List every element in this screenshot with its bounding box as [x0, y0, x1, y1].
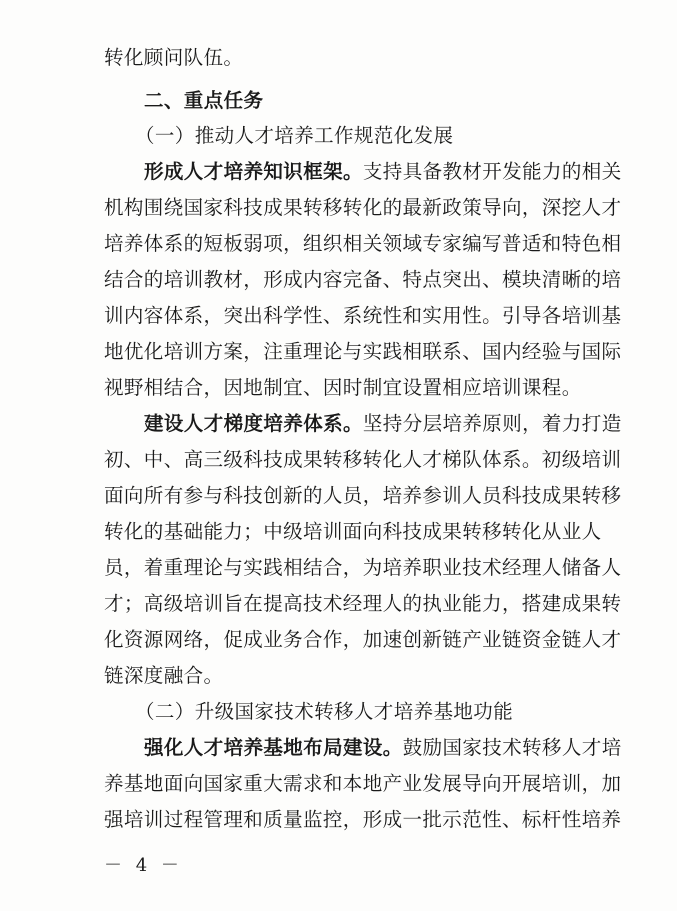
- text-span: 支持具备教材开发能力的相关: [362, 160, 622, 183]
- text-line: 培养体系的短板弱项，组织相关领域专家编写普适和特色相: [104, 232, 622, 255]
- text-line: 链深度融合。: [104, 664, 224, 687]
- text-line: 强培训过程管理和质量监控，形成一批示范性、标杆性培养: [104, 808, 622, 831]
- paragraph-lead: 强化人才培养基地布局建设。: [144, 736, 403, 759]
- text-line: 转化的基础能力；中级培训面向科技成果转移转化从业人: [104, 520, 602, 543]
- paragraph-lead: 形成人才培养知识框架。: [144, 160, 363, 183]
- subsection-heading: （二）升级国家技术转移人才培养基地功能: [135, 700, 514, 723]
- text-line: 才；高级培训旨在提高技术经理人的执业能力，搭建成果转: [104, 592, 622, 615]
- text-span: 坚持分层培养原则，着力打造: [362, 412, 622, 435]
- paragraph-first-line: [144, 412, 622, 436]
- text-line: 面向所有参与科技创新的人员，培养参训人员科技成果转移: [104, 484, 622, 507]
- section-heading: 二、重点任务: [144, 89, 264, 112]
- subsection-heading: （一）推动人才培养工作规范化发展: [135, 124, 454, 147]
- paragraph-first-line: [144, 736, 622, 760]
- text-line: 员，着重理论与实践相结合，为培养职业技术经理人储备人: [104, 556, 622, 579]
- text-line: 地优化培训方案，注重理论与实践相联系、国内经验与国际: [104, 340, 622, 363]
- text-line: 机构围绕国家科技成果转移转化的最新政策导向，深挖人才: [104, 196, 622, 219]
- text-line: 养基地面向国家重大需求和本地产业发展导向开展培训，加: [104, 772, 622, 795]
- page-number: － 4 －: [104, 855, 183, 876]
- text-line: 视野相结合，因地制宜、因时制宜设置相应培训课程。: [104, 376, 582, 399]
- paragraph-first-line: [144, 160, 622, 184]
- text-line: 结合的培训教材，形成内容完备、特点突出、模块清晰的培: [104, 268, 622, 291]
- text-line: 转化顾问队伍。: [104, 46, 244, 69]
- text-line: 训内容体系，突出科学性、系统性和实用性。引导各培训基: [104, 304, 622, 327]
- text-line: 初、中、高三级科技成果转移转化人才梯队体系。初级培训: [104, 448, 622, 471]
- text-span: 鼓励国家技术转移人才培: [402, 736, 622, 759]
- text-line: 化资源网络，促成业务合作，加速创新链产业链资金链人才: [104, 628, 622, 651]
- paragraph-lead: 建设人才梯度培养体系。: [144, 412, 363, 435]
